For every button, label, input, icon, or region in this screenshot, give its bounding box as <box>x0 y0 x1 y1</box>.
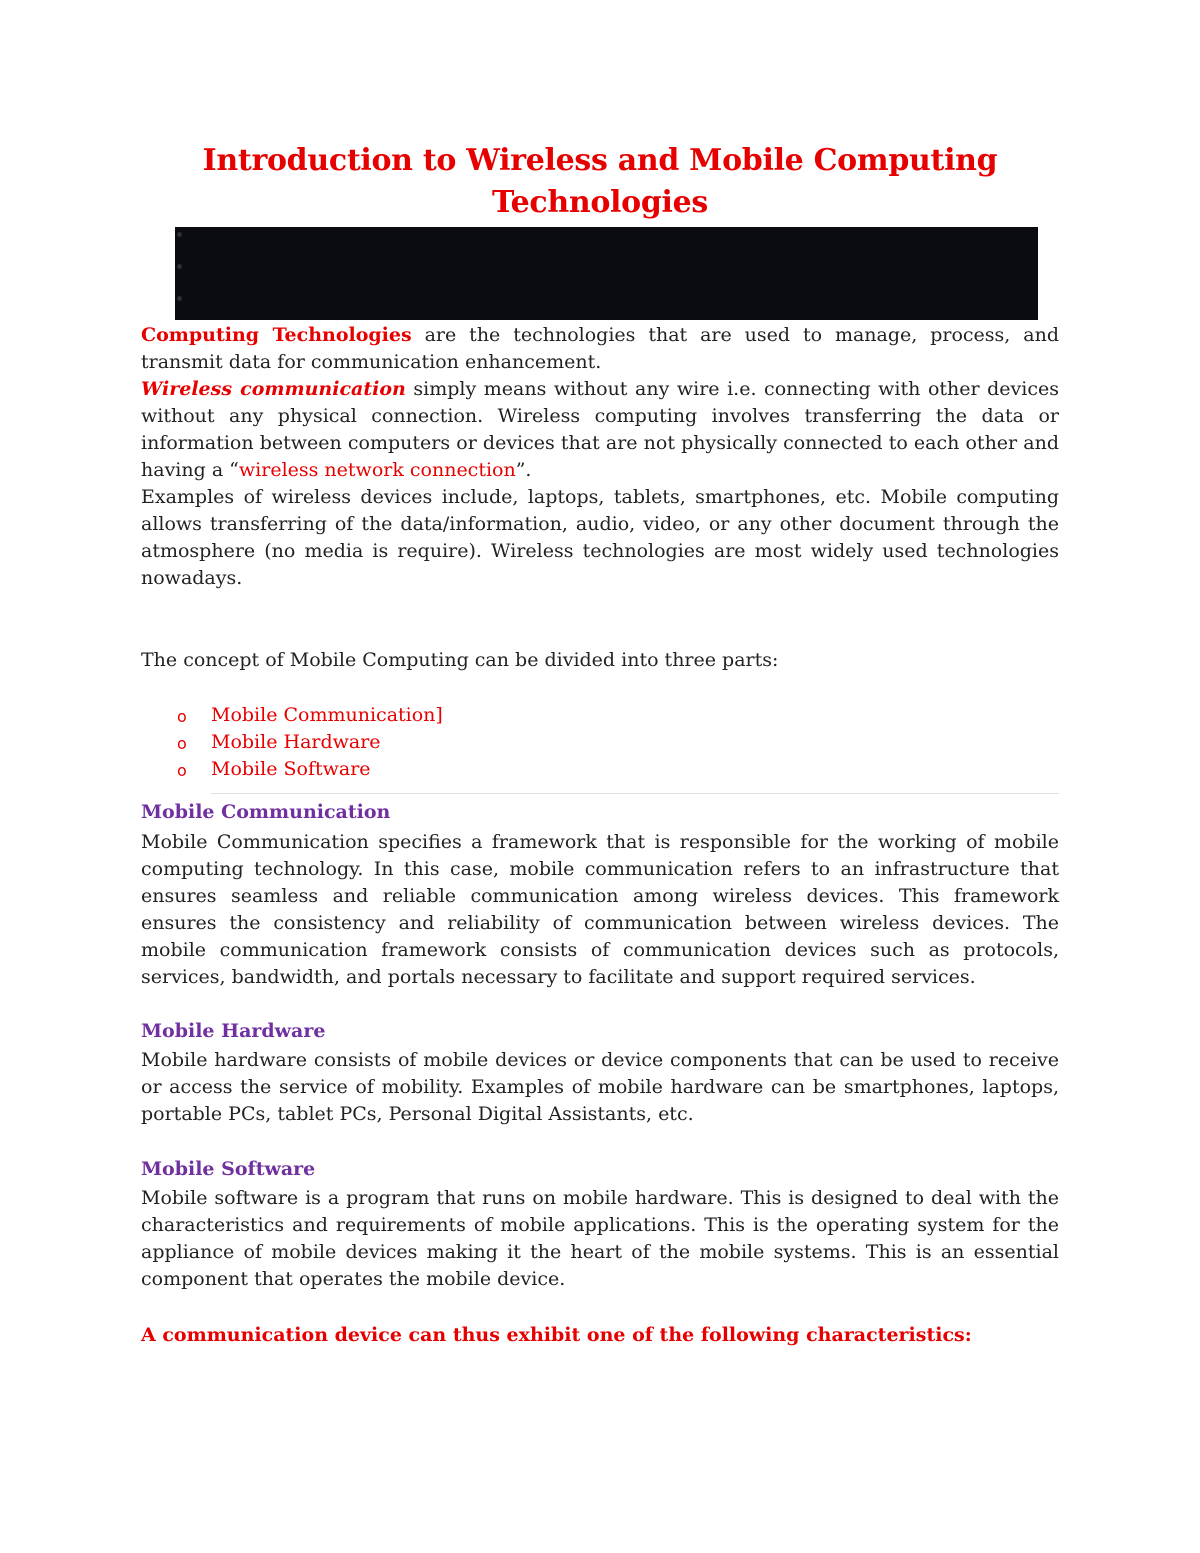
concept-lead: The concept of Mobile Computing can be divided into three parts: <box>141 649 779 671</box>
section-body-mobile-software: Mobile software is a program that runs on mobile hardware. This is designed to deal with the characteristics and requirements of mobile applications. This is the operating system for the appliance of mobile devices making it the heart of the mobile systems. This is an essential component that operates the mobile device. <box>141 1187 1059 1290</box>
list-item: o Mobile Hardware <box>141 729 443 756</box>
section-body-mobile-hardware: Mobile hardware consists of mobile devices or device components that can be used to receive or access the service of mobility. Examples of mobile hardware can be smartphones, laptops, portable PCs, tablet PCs, Personal Digital Assistants, etc. <box>141 1049 1059 1125</box>
term-computing-technologies: Computing Technologies <box>141 324 412 346</box>
list-item: o Mobile Communication] <box>141 702 443 729</box>
title-line-1: Introduction to Wireless and Mobile Computing <box>202 143 998 178</box>
section-body-mobile-communication: Mobile Communication specifies a framework that is responsible for the working of mobile computing technology. In this case, mobile communication refers to an infrastructure that ensures seamless and reliable communication among wireless devices. This framework ensures the consistency and reliability of communication between wireless devices. The mobile communication framework consists of communication devices such as protocols, services, bandwidth, and portals necessary to facilitate and support required services. <box>141 831 1059 988</box>
section-heading-mobile-communication: Mobile Communication <box>141 801 391 823</box>
circle-bullet-icon: o <box>177 707 187 726</box>
section-heading-mobile-hardware: Mobile Hardware <box>141 1020 326 1042</box>
intro-text-1: are the technologies that are used to manage, process, and transmit data for communication enhancement. <box>141 324 1059 373</box>
section-heading-mobile-software: Mobile Software <box>141 1158 316 1180</box>
wireless-network-connection-text: wireless network connection <box>238 459 516 481</box>
list-item: o Mobile Software <box>141 756 443 783</box>
bullet-dot-icon <box>177 264 182 269</box>
intro-text-2b: ”. <box>515 459 532 481</box>
intro-text-3: Examples of wireless devices include, laptops, tablets, smartphones, etc. Mobile computing allows transferring of the data/information, audio, video, or any other document through the atmosphere (no media is require). Wireless technologies are most widely used technologies nowadays. <box>141 486 1059 589</box>
redacted-block <box>175 227 1038 320</box>
concept-parts-list <box>141 702 443 783</box>
intro-paragraph <box>141 322 1059 592</box>
section-divider <box>211 793 1059 794</box>
circle-bullet-icon: o <box>177 761 187 780</box>
characteristics-heading: A communication device can thus exhibit one of the following characteristics: <box>141 1324 972 1346</box>
bullet-dot-icon <box>177 232 182 237</box>
circle-bullet-icon: o <box>177 734 187 753</box>
title-line-2: Technologies <box>491 185 709 220</box>
term-wireless-communication: Wireless communication <box>141 378 406 400</box>
intro-text-2a: simply means without any wire i.e. connecting with other devices without any physical connection. Wireless computing involves transferring the data or information between computers or devices that are not physically connected to each other and having a “ <box>141 378 1059 481</box>
document-title <box>141 140 1059 224</box>
bullet-dot-icon <box>177 296 182 301</box>
